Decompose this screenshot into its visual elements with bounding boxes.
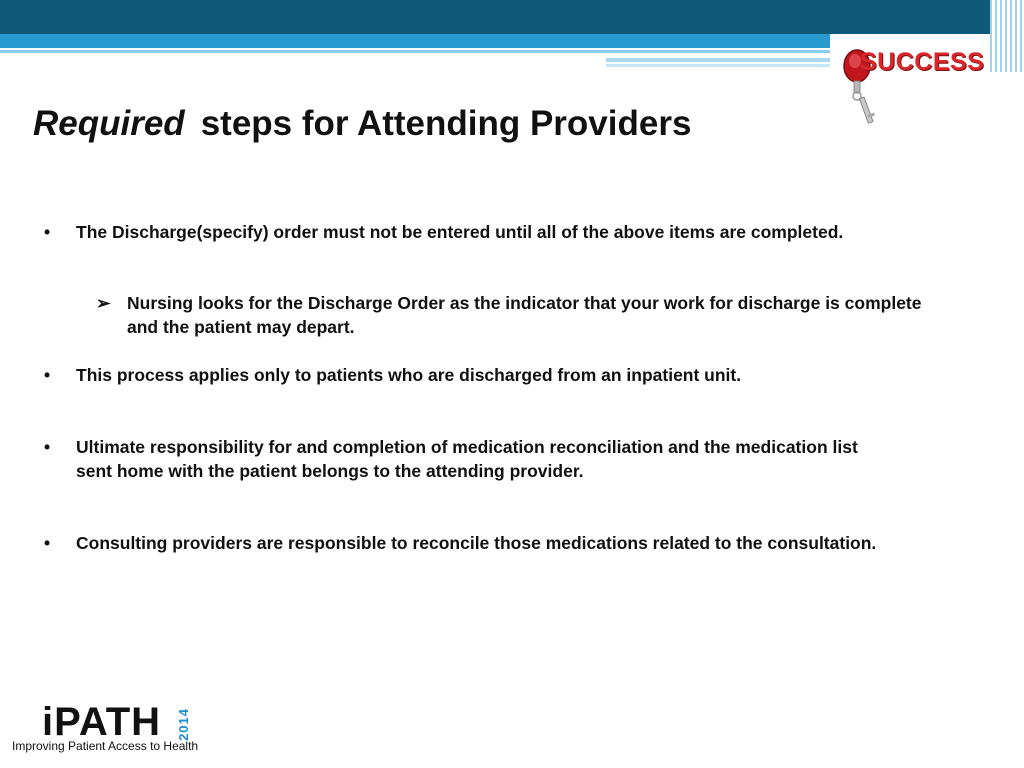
- bullet-marker: •: [44, 533, 51, 553]
- ipath-tagline: Improving Patient Access to Health: [12, 739, 199, 753]
- bullet-marker: •: [44, 365, 51, 385]
- sub-bullet-text: Nursing looks for the Discharge Order as the indicator that your work for discharge is complete and the patient may depart.: [127, 293, 922, 337]
- header-rule: [0, 50, 830, 53]
- header-rule-short: [606, 58, 830, 62]
- header-rule-short-2: [606, 64, 830, 67]
- bullet-marker: •: [44, 437, 51, 457]
- bullet-text: Ultimate responsibility for and completion of medication reconciliation and the medication list sent home with the patient belongs to the attending provider.: [76, 437, 858, 481]
- header-bar-dark: [0, 0, 1024, 34]
- bullet-text: This process applies only to patients who are discharged from an inpatient unit.: [76, 365, 742, 385]
- bullet-text: The Discharge(specify) order must not be entered until all of the above items are completed.: [76, 222, 844, 242]
- header-stripes: [990, 0, 1024, 72]
- ipath-logo: iPATH: [42, 700, 162, 744]
- success-logo-text: SUCCESS: [860, 48, 985, 76]
- ipath-year: 2014: [176, 708, 191, 741]
- slide-title: [33, 104, 691, 144]
- bullet-marker: •: [44, 222, 51, 242]
- arrow-bullet-icon: ➢: [96, 293, 111, 313]
- title-emphasis: Required: [33, 104, 185, 143]
- title-rest: steps for Attending Providers: [200, 104, 692, 143]
- bullet-text: Consulting providers are responsible to reconcile those medications related to the consultation.: [76, 533, 877, 553]
- header-bar-light: [0, 34, 830, 48]
